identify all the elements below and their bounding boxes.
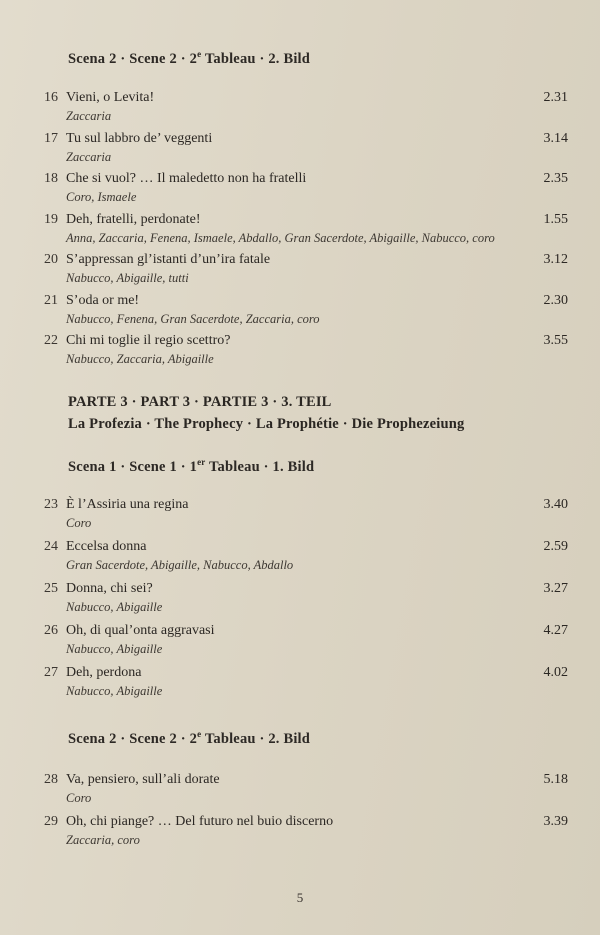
- track-cast: Nabucco, Fenena, Gran Sacerdote, Zaccaria, coro: [66, 311, 320, 326]
- track-number: 22: [44, 333, 58, 348]
- track-cast: Coro: [66, 791, 92, 805]
- track-title: Tu sul labbro de’ veggenti: [66, 130, 213, 146]
- track-number: 27: [44, 665, 58, 680]
- track-title: Va, pensiero, sull’ali dorate: [66, 772, 220, 787]
- track-title: Vieni, o Levita!: [66, 90, 155, 105]
- track-number: 25: [44, 581, 58, 596]
- track-cast: Nabucco, Zaccaria, Abigaille: [66, 352, 214, 366]
- track-cast: Zaccaria: [66, 149, 112, 164]
- track-row: [0, 90, 600, 132]
- track-row: [0, 772, 600, 814]
- track-row: [0, 665, 600, 707]
- track-duration: 2.59: [543, 539, 568, 554]
- track-number: 19: [44, 211, 58, 227]
- track-title: Donna, chi sei?: [66, 581, 153, 596]
- track-number: 20: [44, 252, 58, 267]
- track-number: 29: [44, 814, 58, 829]
- track-number: 16: [44, 90, 58, 105]
- track-title: Deh, fratelli, perdonate!: [66, 211, 201, 227]
- track-duration: 2.30: [543, 292, 568, 308]
- scene-heading-tail: Tableau · 1. Bild: [205, 458, 315, 475]
- track-row: [0, 539, 600, 581]
- scene-heading-superscript: er: [197, 457, 206, 467]
- track-row: [0, 171, 600, 213]
- scene-heading-superscript: e: [197, 49, 202, 59]
- track-duration: 3.39: [543, 814, 568, 829]
- track-title: Che si vuol? … Il maledetto non ha fratelli: [66, 171, 307, 186]
- track-duration: 3.40: [543, 497, 568, 512]
- scene-heading: [68, 49, 310, 68]
- track-cast: Coro, Ismaele: [66, 190, 137, 204]
- track-cast: Anna, Zaccaria, Fenena, Ismaele, Abdallo, Gran Sacerdote, Abigaille, Nabucco, coro: [66, 230, 495, 245]
- track-row: [0, 131, 600, 173]
- scene-heading-tail: Tableau · 2. Bild: [201, 730, 311, 747]
- track-row: [0, 497, 600, 539]
- track-row: [0, 252, 600, 294]
- track-title: S’appressan gl’istanti d’un’ira fatale: [66, 252, 271, 267]
- track-cast: Coro: [66, 516, 92, 530]
- track-row: [0, 333, 600, 375]
- track-cast: Zaccaria: [66, 109, 112, 123]
- part-heading: PARTE 3 · PART 3 · PARTIE 3 · 3. TEIL: [68, 394, 332, 410]
- track-cast: Zaccaria, coro: [66, 833, 140, 847]
- scene-heading-text: Scena 2 · Scene 2 · 2: [68, 730, 198, 747]
- track-title: È l’Assiria una regina: [66, 497, 189, 512]
- track-title: Eccelsa donna: [66, 539, 147, 554]
- track-cast: Nabucco, Abigaille: [66, 642, 163, 656]
- scene-heading-tail: Tableau · 2. Bild: [201, 50, 311, 67]
- track-row: [0, 623, 600, 665]
- scene-heading: [68, 457, 314, 476]
- track-cast: Gran Sacerdote, Abigaille, Nabucco, Abdallo: [66, 558, 294, 572]
- track-title: Oh, chi piange? … Del futuro nel buio discerno: [66, 814, 334, 829]
- track-row: [0, 814, 600, 856]
- track-duration: 4.02: [543, 665, 568, 680]
- track-cast: Nabucco, Abigaille: [66, 684, 163, 698]
- track-number: 24: [44, 539, 58, 554]
- track-number: 23: [44, 497, 58, 512]
- track-duration: 1.55: [543, 211, 568, 227]
- track-cast: Nabucco, Abigaille: [66, 600, 163, 614]
- track-number: 17: [44, 130, 58, 146]
- track-title: Deh, perdona: [66, 665, 142, 680]
- track-title: Chi mi toglie il regio scettro?: [66, 333, 231, 348]
- track-row: [0, 293, 600, 335]
- track-duration: 3.14: [543, 130, 568, 146]
- track-row: [0, 212, 600, 254]
- track-title: S’oda or me!: [66, 292, 140, 308]
- track-title: Oh, di qual’onta aggravasi: [66, 623, 215, 638]
- track-number: 21: [44, 292, 58, 308]
- track-number: 26: [44, 623, 58, 638]
- scene-heading-superscript: e: [197, 729, 202, 739]
- part-subtitle: La Profezia · The Prophecy · La Prophétie · Die Prophezeiung: [68, 416, 465, 432]
- track-cast: Nabucco, Abigaille, tutti: [66, 271, 189, 285]
- scene-heading-text: Scena 1 · Scene 1 · 1: [68, 458, 198, 475]
- track-duration: 4.27: [543, 623, 568, 638]
- track-duration: 2.31: [543, 90, 568, 105]
- scene-heading: [68, 729, 310, 748]
- track-duration: 3.12: [543, 252, 568, 267]
- track-row: [0, 581, 600, 623]
- page-number: 5: [296, 890, 304, 905]
- track-duration: 2.35: [543, 171, 568, 186]
- track-number: 28: [44, 772, 58, 787]
- track-duration: 3.55: [543, 333, 568, 348]
- track-duration: 5.18: [543, 772, 568, 787]
- track-number: 18: [44, 171, 58, 186]
- track-duration: 3.27: [543, 581, 568, 596]
- scene-heading-text: Scena 2 · Scene 2 · 2: [68, 50, 198, 67]
